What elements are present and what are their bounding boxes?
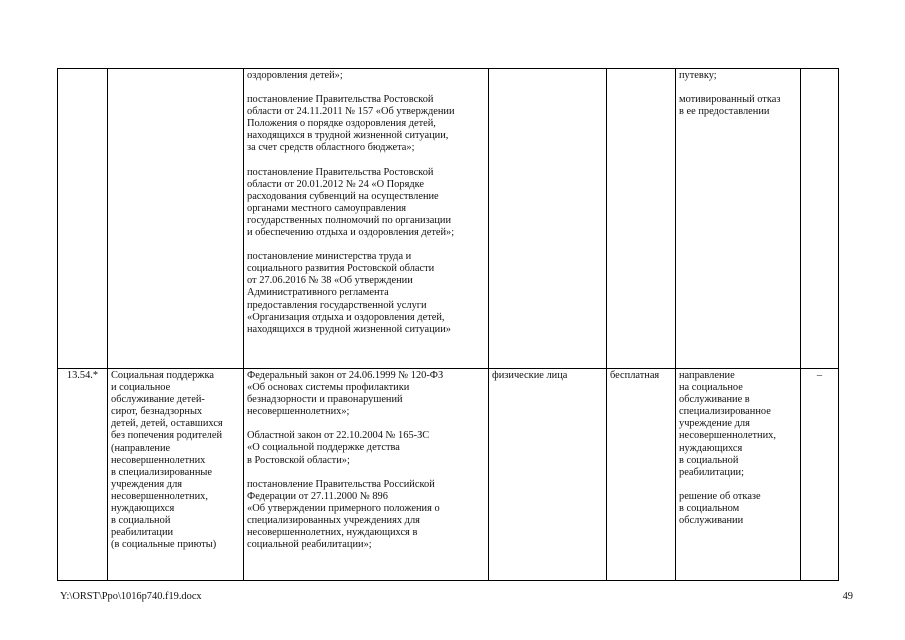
legal-basis-paragraph: постановление министерства труда и социального развития Ростовской области от 27.06.2016 № 38 «Об утверждении Административного регламента предоставления государственной услуги «Организация отдыха и оздоровления детей, находящихся в трудной жизненной ситуации» xyxy=(247,251,451,335)
cell-result xyxy=(676,369,801,581)
legal-basis-paragraph: постановление Правительства Ростовской области от 24.11.2011 № 157 «Об утверждении Положения о порядке оздоровления детей, находящихся в трудной жизненной ситуации, за счет средств областного бюджета»; xyxy=(247,94,455,154)
services-table xyxy=(57,68,839,581)
result-paragraph: мотивированный отказ в ее предоставлении xyxy=(679,94,781,118)
result-paragraph: путевку; xyxy=(679,70,717,81)
cell-result xyxy=(676,69,801,369)
result-paragraph: направление на социальное обслуживание в специализированное учреждение для несовершеннолетних, нуждающихся в социальной реабилитации; xyxy=(679,370,776,478)
cell-payment xyxy=(607,69,676,369)
cell-service xyxy=(108,369,244,581)
table-row-continued xyxy=(58,69,839,369)
legal-basis-paragraph: оздоровления детей»; xyxy=(247,70,343,81)
service-description: Социальная поддержка и социальное обслуживание детей- сирот, безнадзорных детей, детей, оставшихся без попечения родителей (направление несовершеннолетних в специализированные учреждения для несовершеннолетних, нуждающихся в социальной реабилитации (в социальные приюты) xyxy=(111,370,223,551)
footer-file-path: Y:\ORST\Ppo\1016p740.f19.docx xyxy=(60,591,202,602)
legal-basis-paragraph: Областной закон от 22.10.2004 № 165-ЗС «О социальной поддержке детства в Ростовской области»; xyxy=(247,430,430,466)
legal-basis-paragraph: Федеральный закон от 24.06.1999 № 120-ФЗ «Об основах системы профилактики безнадзорности и правонарушений несовершеннолетних»; xyxy=(247,370,444,418)
table-row-13-54 xyxy=(58,369,839,581)
cell-extra: – xyxy=(801,369,839,581)
cell-number: 13.54.* xyxy=(58,369,108,581)
footer-page-number: 49 xyxy=(842,591,853,602)
legal-basis-paragraph: постановление Правительства Российской Федерации от 27.11.2000 № 896 «Об утверждении примерного положения о специализированных учреждениях для несовершеннолетних, нуждающихся в социальной реабилитации»; xyxy=(247,478,440,551)
result-paragraph: решение об отказе в социальном обслуживании xyxy=(679,490,761,527)
cell-number xyxy=(58,69,108,369)
cell-recipients: физические лица xyxy=(489,369,607,581)
cell-recipients xyxy=(489,69,607,369)
cell-legal-basis xyxy=(244,69,489,369)
cell-service xyxy=(108,69,244,369)
cell-legal-basis xyxy=(244,369,489,581)
legal-basis-paragraph: постановление Правительства Ростовской области от 20.01.2012 № 24 «О Порядке расходования субвенций на осуществление органами местного самоуправления государственных полномочий по организации и обеспечению отдыха и оздоровления детей»; xyxy=(247,166,455,239)
cell-extra xyxy=(801,69,839,369)
cell-payment: бесплатная xyxy=(607,369,676,581)
